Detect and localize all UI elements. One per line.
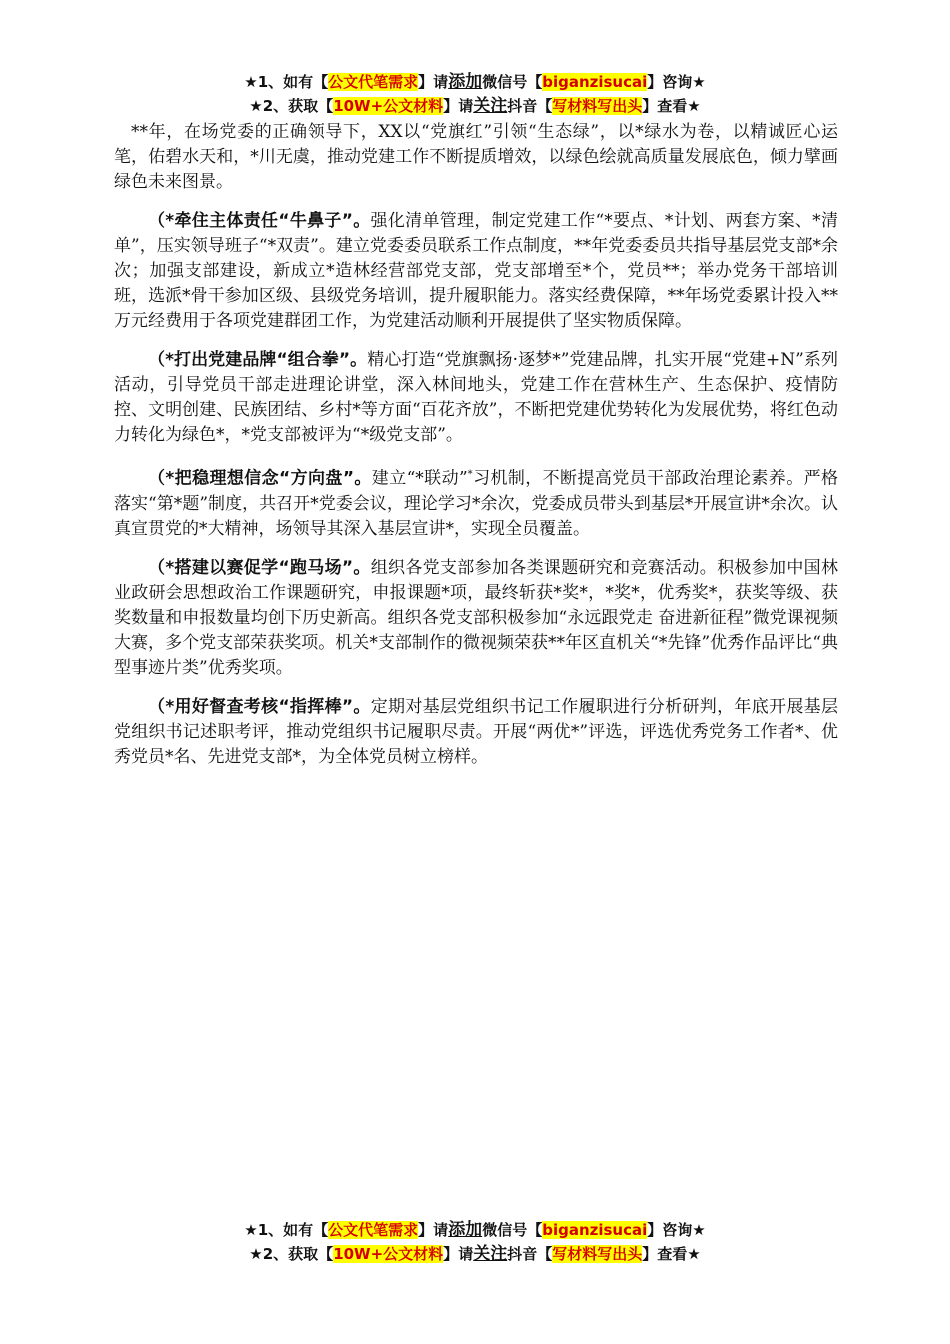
section-paragraph: （*用好督查考核“指挥棒”。定期对基层党组织书记工作履职进行分析研判，年底开展基层党组织书记述职考评，推动党组织书记履职尽责。开展“两优*”评选，评选优秀党务工作者*、优秀党员*名、先进党支部*，为全体党员树立榜样。: [114, 696, 838, 767]
document-body: [114, 120, 838, 784]
highlight-service: 公文代笔需求: [328, 1221, 419, 1239]
section-paragraph: （*打出党建品牌“组合拳”。精心打造“党旗飘扬·逐梦*”党建品牌，扎实开展“党建+N”系列活动，引导党员干部走进理论讲堂，深入林间地头，党建工作在营林生产、生态保护、疫情防控、文明创建、民族团结、乡村*等方面“百花齐放”，不断把党建优势转化为发展优势，将红色动力转化为绿色*，*党支部被评为“*级党支部”。: [114, 350, 838, 445]
banner-line-1: ★1、如有【公文代笔需求】请添加微信号【biganzisucai】咨询★: [244, 72, 706, 92]
highlight-service: 公文代笔需求: [328, 73, 419, 91]
highlight-douyin[interactable]: 写材料写出头: [552, 1245, 643, 1263]
footer-banner: [0, 1218, 950, 1266]
highlight-wechat-id[interactable]: biganzisucai: [542, 1221, 648, 1239]
intro-paragraph: **年，在场党委的正确领导下，XX以“党旗红”引领“生态绿”，以*绿水为卷，以精诚匠心运笔，佑碧水天和，*川无虞，推动党建工作不断提质增效，以绿色绘就高质量发展底色，倾力擘画绿色未来图景。: [114, 122, 838, 192]
highlight-materials: 10W+公文材料: [333, 1245, 444, 1263]
section-heading: （*把稳理想信念“方向盘”。: [148, 468, 372, 489]
section-heading: （*搭建以赛促学“跑马场”。: [148, 557, 371, 578]
highlight-wechat-id[interactable]: biganzisucai: [542, 73, 648, 91]
header-banner: [0, 70, 950, 118]
highlight-materials: 10W+公文材料: [333, 97, 444, 115]
section-heading: （*用好督查考核“指挥棒”。: [148, 696, 371, 717]
banner-line-2: ★2、获取【10W+公文材料】请关注抖音【写材料写出头】查看★: [249, 96, 701, 116]
banner-line-1: ★1、如有【公文代笔需求】请添加微信号【biganzisucai】咨询★: [244, 1220, 706, 1240]
section-heading: （*打出党建品牌“组合拳”。: [148, 350, 368, 370]
section-paragraph: （*牵住主体责任“牛鼻子”。强化清单管理，制定党建工作“*要点、*计划、两套方案、*清单”，压实领导班子“*双责”。建立党委委员联系工作点制度，**年党委委员共指导基层党支部*余次；加强支部建设，新成立*造林经营部党支部，党支部增至*个，党员**；举办党务干部培训班，选派*骨干参加区级、县级党务培训，提升履职能力。落实经费保障，**年场党委累计投入**万元经费用于各项党建群团工作，为党建活动顺利开展提供了坚实物质保障。: [114, 211, 838, 331]
section-paragraph: （*搭建以赛促学“跑马场”。组织各党支部参加各类课题研究和竞赛活动。积极参加中国林业政研会思想政治工作课题研究，申报课题*项，最终斩获*奖*，*奖*，优秀奖*，获奖等级、获奖数量和申报数量均创下历史新高。组织各党支部积极参加“永远跟党走 奋进新征程”微党课视频大赛，多个党支部荣获奖项。机关*支部制作的微视频荣获**年区直机关“*先锋”优秀作品评比“典型事迹片类”优秀奖项。: [114, 557, 838, 678]
highlight-douyin[interactable]: 写材料写出头: [552, 97, 643, 115]
section-heading: （*牵住主体责任“牛鼻子”。: [148, 211, 371, 231]
banner-line-2: ★2、获取【10W+公文材料】请关注抖音【写材料写出头】查看★: [249, 1244, 701, 1264]
section-paragraph: （*把稳理想信念“方向盘”。建立“*联动”*习机制，不断提高党员干部政治理论素养。严格落实“第*题”制度，共召开*党委会议，理论学习*余次，党委成员带头到基层*开展宣讲*余次。认真宣贯党的*大精神，场领导其深入基层宣讲*，实现全员覆盖。: [114, 468, 838, 539]
